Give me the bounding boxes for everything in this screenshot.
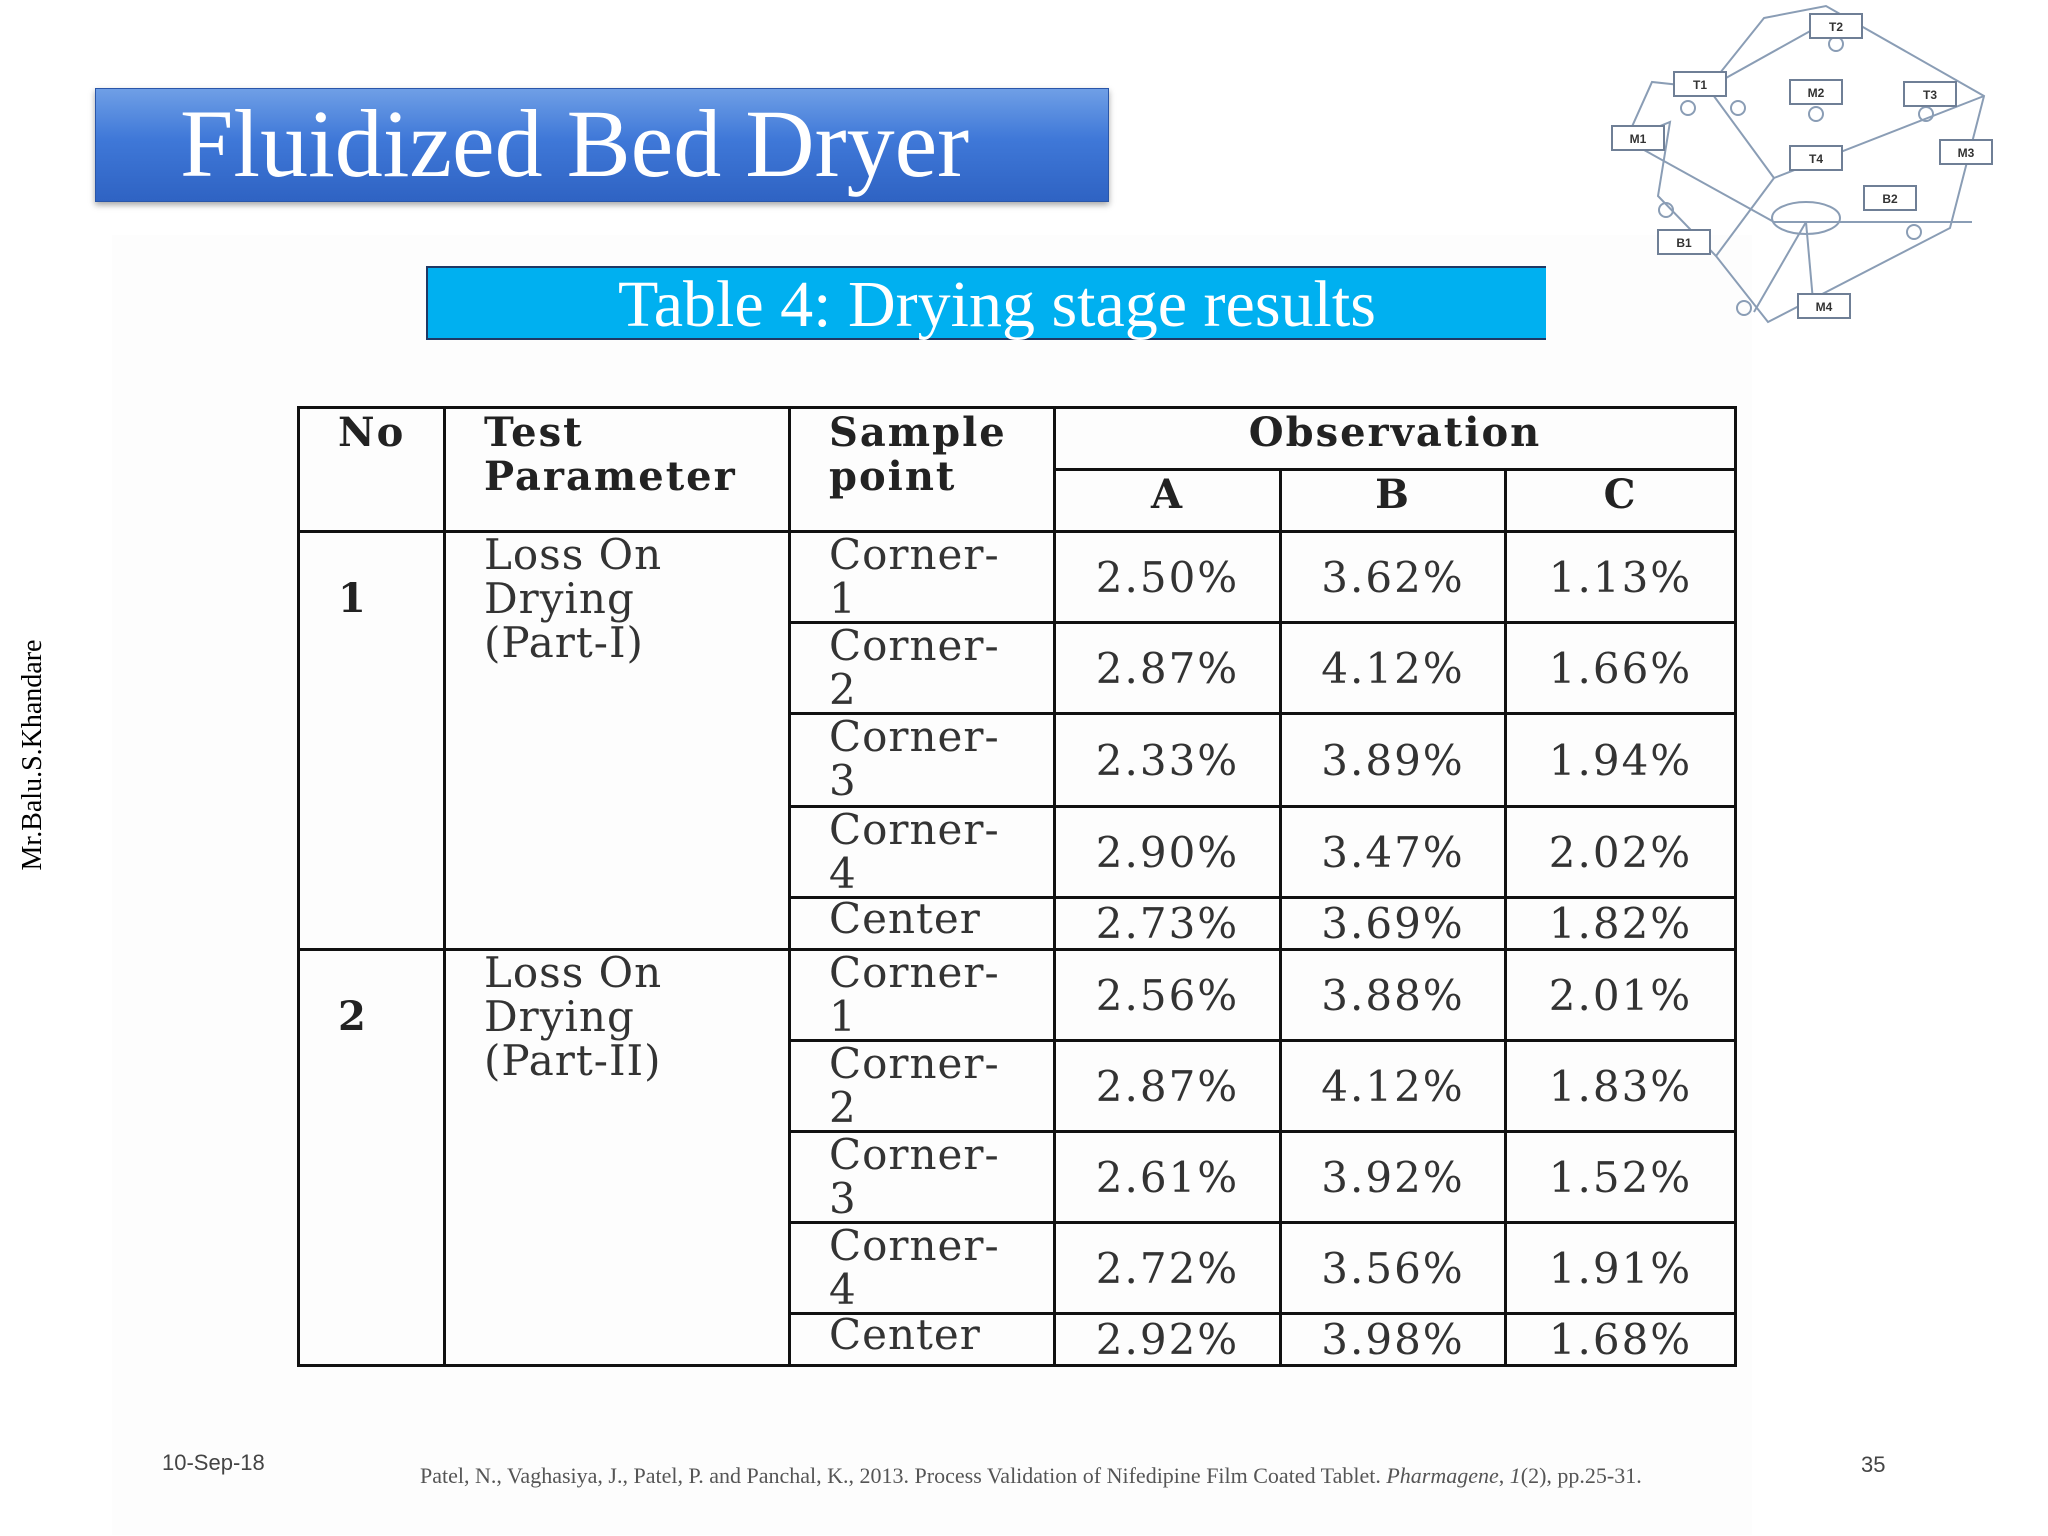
header-test-parameter xyxy=(445,408,790,532)
sample-point-cell xyxy=(790,1041,1055,1132)
footer-date: 10-Sep-18 xyxy=(162,1450,265,1475)
value-c: 1.68% xyxy=(1506,1314,1736,1366)
table-caption-bar xyxy=(426,266,1546,340)
sample-point-cell xyxy=(790,807,1055,898)
value-c: 1.66% xyxy=(1506,623,1736,714)
diagram-label: M3 xyxy=(1957,146,1975,160)
sample-point-cell xyxy=(790,623,1055,714)
diagram-edge xyxy=(1626,140,1774,222)
sample-point-cell xyxy=(790,532,1055,623)
value-c: 1.13% xyxy=(1506,532,1736,623)
header-sample-line2: point xyxy=(829,453,957,500)
test-parameter-cell xyxy=(445,950,790,1366)
header-param-line1: Test xyxy=(484,409,584,456)
value-b: 3.98% xyxy=(1281,1314,1506,1366)
probe-circle xyxy=(1829,37,1843,51)
sample-line: 3 xyxy=(829,756,857,805)
drying-results-table xyxy=(297,406,1737,1367)
sample-line: Corner- xyxy=(829,1222,1000,1270)
value-b: 3.62% xyxy=(1281,532,1506,623)
header-sample-point xyxy=(790,408,1055,532)
value-a: 2.33% xyxy=(1055,714,1281,807)
diagram-label: B2 xyxy=(1882,192,1898,206)
diagram-label: B1 xyxy=(1676,236,1692,250)
value-c: 1.91% xyxy=(1506,1223,1736,1314)
value-b: 4.12% xyxy=(1281,1041,1506,1132)
citation xyxy=(420,1463,1642,1489)
sample-line: 2 xyxy=(829,1083,857,1132)
sample-line: 3 xyxy=(829,1174,857,1223)
sample-point-cell xyxy=(790,714,1055,807)
value-a: 2.72% xyxy=(1055,1223,1281,1314)
value-a: 2.61% xyxy=(1055,1132,1281,1223)
sample-line: Corner- xyxy=(829,531,1000,579)
value-a: 2.92% xyxy=(1055,1314,1281,1366)
sample-line: 4 xyxy=(829,849,857,898)
value-c: 2.01% xyxy=(1506,950,1736,1041)
citation-suffix: (2), pp.25-31. xyxy=(1520,1463,1642,1488)
slide-title: Fluidized Bed Dryer xyxy=(180,90,970,197)
diagram-label: T1 xyxy=(1692,78,1708,92)
value-b: 3.88% xyxy=(1281,950,1506,1041)
value-b: 3.47% xyxy=(1281,807,1506,898)
header-a: A xyxy=(1055,470,1281,532)
param-line: (Part-I) xyxy=(484,618,644,667)
param-line: (Part-II) xyxy=(484,1036,662,1085)
value-a: 2.87% xyxy=(1055,1041,1281,1132)
header-no: No xyxy=(299,408,445,532)
table-caption: Table 4: Drying stage results xyxy=(618,268,1376,341)
sample-point-cell xyxy=(790,950,1055,1041)
probe-circle xyxy=(1731,101,1745,115)
sample-line: 2 xyxy=(829,665,857,714)
value-a: 2.87% xyxy=(1055,623,1281,714)
sampling-points-diagram xyxy=(1578,0,2018,330)
title-banner xyxy=(95,88,1109,202)
value-b: 3.56% xyxy=(1281,1223,1506,1314)
header-c: C xyxy=(1506,470,1736,532)
diagram-label: T4 xyxy=(1808,152,1824,166)
table-row xyxy=(299,532,1736,623)
value-b: 3.92% xyxy=(1281,1132,1506,1223)
header-row xyxy=(299,408,1736,470)
header-observation: Observation xyxy=(1055,408,1736,470)
sample-point-cell: Center xyxy=(790,898,1055,950)
value-b: 3.69% xyxy=(1281,898,1506,950)
sample-line: Corner- xyxy=(829,1131,1000,1179)
page-number: 35 xyxy=(1861,1452,1886,1477)
sample-point-cell: Center xyxy=(790,1314,1055,1366)
value-b: 4.12% xyxy=(1281,623,1506,714)
param-line: Drying xyxy=(484,992,635,1041)
sample-line: Corner- xyxy=(829,806,1000,854)
value-a: 2.56% xyxy=(1055,950,1281,1041)
sample-line: 1 xyxy=(829,574,857,623)
value-c: 1.52% xyxy=(1506,1132,1736,1223)
sample-line: Corner- xyxy=(829,1040,1000,1088)
value-a: 2.73% xyxy=(1055,898,1281,950)
header-param-line2: Parameter xyxy=(484,453,737,500)
value-a: 2.50% xyxy=(1055,532,1281,623)
value-c: 1.94% xyxy=(1506,714,1736,807)
param-line: Loss On xyxy=(484,531,663,579)
probe-circle xyxy=(1737,301,1751,315)
citation-text: Patel, N., Vaghasiya, J., Patel, P. and Panchal, K., 2013. Process Validation of Nifedipine Film Coated Tablet. xyxy=(420,1463,1387,1488)
sample-line: 4 xyxy=(829,1265,857,1314)
header-b: B xyxy=(1281,470,1506,532)
citation-volume: 1 xyxy=(1509,1463,1521,1488)
value-a: 2.90% xyxy=(1055,807,1281,898)
sample-line: 1 xyxy=(829,992,857,1041)
table-row xyxy=(299,950,1736,1041)
diagram-label: M2 xyxy=(1807,86,1825,100)
sample-point-cell xyxy=(790,1132,1055,1223)
probe-circle xyxy=(1907,225,1921,239)
value-c: 2.02% xyxy=(1506,807,1736,898)
probe-circle xyxy=(1809,107,1823,121)
diagram-label: M1 xyxy=(1629,132,1647,146)
header-sample-line1: Sample xyxy=(829,409,1007,456)
sample-line: Corner- xyxy=(829,713,1000,761)
probe-circle xyxy=(1681,101,1695,115)
diagram-label: M4 xyxy=(1815,300,1833,314)
sample-line: Corner- xyxy=(829,949,1000,997)
param-line: Drying xyxy=(484,574,635,623)
citation-journal: Pharmagene xyxy=(1386,1463,1499,1488)
author-vertical: Mr.Balu.S.Khandare xyxy=(17,639,48,871)
diagram-label: T3 xyxy=(1922,88,1938,102)
sample-point-cell xyxy=(790,1223,1055,1314)
test-parameter-cell xyxy=(445,532,790,950)
param-line: Loss On xyxy=(484,949,663,997)
citation-sep: , xyxy=(1498,1463,1510,1488)
row-no: 2 xyxy=(299,950,445,1366)
value-b: 3.89% xyxy=(1281,714,1506,807)
row-no: 1 xyxy=(299,532,445,950)
value-c: 1.83% xyxy=(1506,1041,1736,1132)
value-c: 1.82% xyxy=(1506,898,1736,950)
diagram-label: T2 xyxy=(1828,20,1844,34)
sample-line: Corner- xyxy=(829,622,1000,670)
